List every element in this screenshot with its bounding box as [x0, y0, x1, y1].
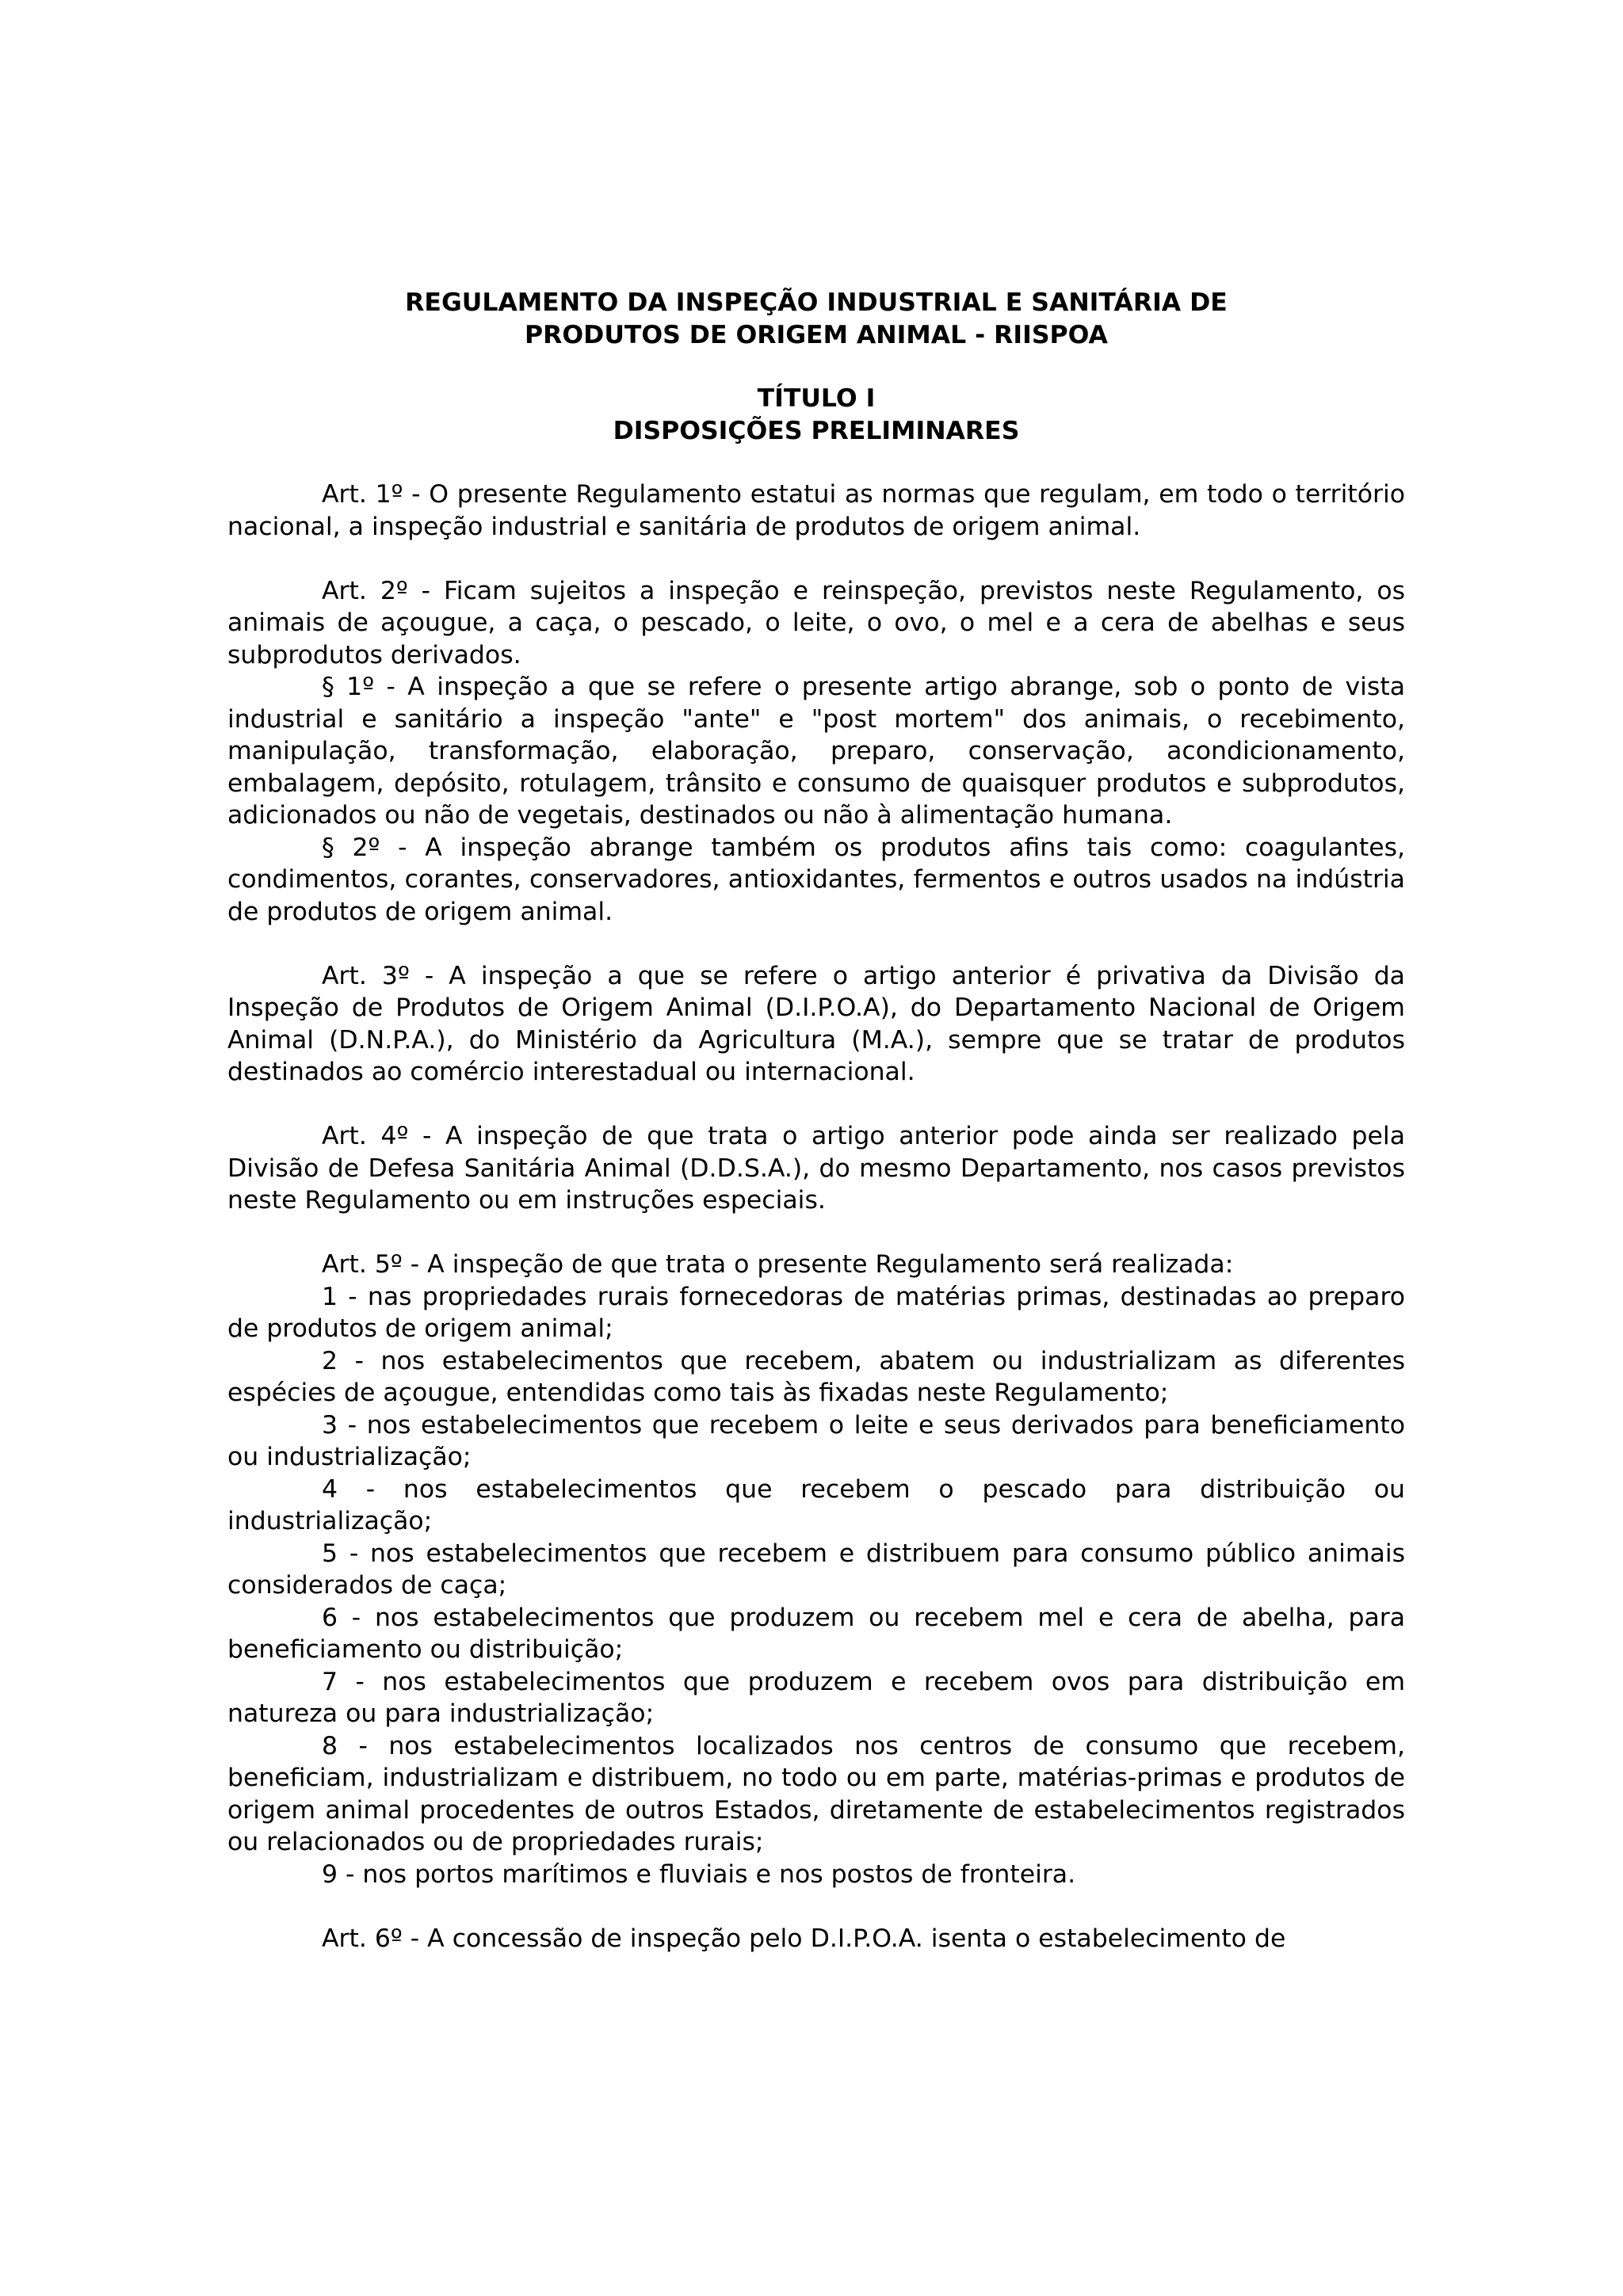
- article-5-item-8: 8 - nos estabelecimentos localizados nos centros de consumo que recebem, beneficiam, industrializam e distribuem, no todo ou em parte, matérias-primas e produtos de origem animal procedentes de outros Estados, diretamente de estabelecimentos registrados ou relacionados ou de propriedades rurais;: [227, 1731, 1405, 1856]
- article-5-item-3: 3 - nos estabelecimentos que recebem o leite e seus derivados para beneficiamento ou industrialização;: [227, 1410, 1405, 1471]
- article-6: Art. 6º - A concessão de inspeção pelo D.I.P.O.A. isenta o estabelecimento de: [322, 1924, 1286, 1953]
- article-5-item-5: 5 - nos estabelecimentos que recebem e distribuem para consumo público animais considerados de caça;: [227, 1539, 1405, 1600]
- document-heading: [227, 287, 1405, 351]
- article-3: Art. 3º - A inspeção a que se refere o artigo anterior é privativa da Divisão da Inspeção de Produtos de Origem Animal (D.I.P.O.A), do Departamento Nacional de Origem Animal (D.N.P.A.), do Ministério da Agricultura (M.A.), sempre que se tratar de produtos destinados ao comércio interestadual ou internacional.: [227, 961, 1405, 1086]
- article-5-caput: Art. 5º - A inspeção de que trata o presente Regulamento será realizada:: [322, 1250, 1234, 1279]
- article-1: Art. 1º - O presente Regulamento estatui as normas que regulam, em todo o território nacional, a inspeção industrial e sanitária de produtos de origem animal.: [227, 480, 1405, 541]
- article-5-item-2: 2 - nos estabelecimentos que recebem, abatem ou industrializam as diferentes espécies de açougue, entendidas como tais às fixadas neste Regulamento;: [227, 1346, 1405, 1407]
- article-5-item-1: 1 - nas propriedades rurais fornecedoras de matérias primas, destinadas ao preparo de produtos de origem animal;: [227, 1282, 1405, 1343]
- article-4: Art. 4º - A inspeção de que trata o artigo anterior pode ainda ser realizado pela Divisão de Defesa Sanitária Animal (D.D.S.A.), do mesmo Departamento, nos casos previstos neste Regulamento ou em instruções especiais.: [227, 1122, 1405, 1215]
- document-page: [227, 287, 1405, 1955]
- title-name: DISPOSIÇÕES PRELIMINARES: [613, 416, 1020, 445]
- article-2-paragraph-2: § 2º - A inspeção abrange também os produtos afins tais como: coagulantes, condimentos, corantes, conservadores, antioxidantes, fermentos e outros usados na indústria de produtos de origem animal.: [227, 833, 1405, 926]
- article-5-item-9: 9 - nos portos marítimos e fluviais e nos postos de fronteira.: [322, 1859, 1076, 1889]
- article-2-caput: Art. 2º - Ficam sujeitos a inspeção e reinspeção, previstos neste Regulamento, os animais de açougue, a caça, o pescado, o leite, o ovo, o mel e a cera de abelhas e seus subprodutos derivados.: [227, 576, 1405, 669]
- article-5-item-7: 7 - nos estabelecimentos que produzem e recebem ovos para distribuição em natureza ou para industrialização;: [227, 1667, 1405, 1728]
- article-5-item-4: 4 - nos estabelecimentos que recebem o pescado para distribuição ou industrialização;: [227, 1474, 1405, 1535]
- article-2-paragraph-1: § 1º - A inspeção a que se refere o presente artigo abrange, sob o ponto de vista industrial e sanitário a inspeção "ante" e "post mortem" dos animais, o recebimento, manipulação, transformação, elaboração, preparo, conservação, acondicionamento, embalagem, depósito, rotulagem, trânsito e consumo de quaisquer produtos e subprodutos, adicionados ou não de vegetais, destinados ou não à alimentação humana.: [227, 673, 1405, 830]
- heading-line-2: PRODUTOS DE ORIGEM ANIMAL - RIISPOA: [525, 320, 1108, 349]
- title-number: TÍTULO I: [757, 384, 876, 413]
- article-5-item-6: 6 - nos estabelecimentos que produzem ou recebem mel e cera de abelha, para beneficiamento ou distribuição;: [227, 1603, 1405, 1664]
- heading-line-1: REGULAMENTO DA INSPEÇÃO INDUSTRIAL E SANITÁRIA DE: [405, 288, 1228, 317]
- section-title: [227, 383, 1405, 447]
